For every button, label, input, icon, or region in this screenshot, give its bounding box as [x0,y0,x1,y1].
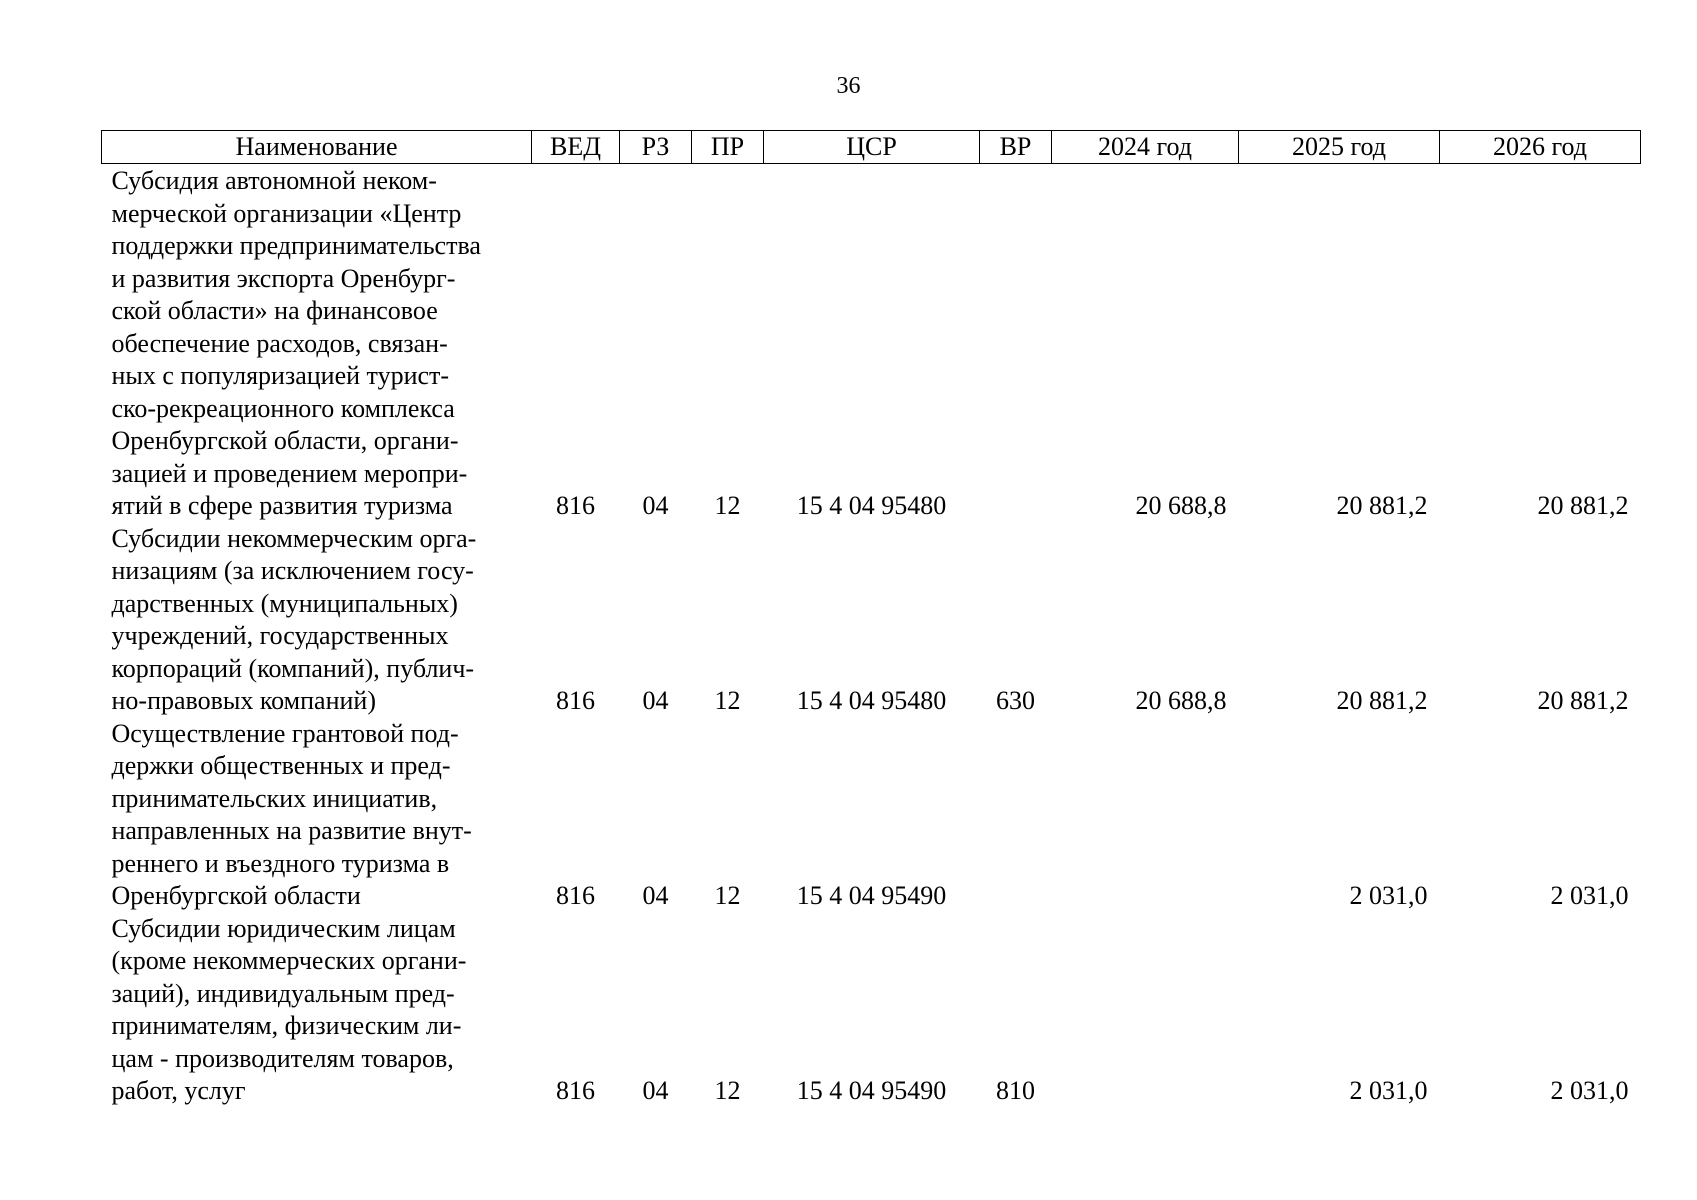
row-amount-2024 [1052,718,1239,913]
row-amount-2024 [1052,913,1239,1108]
header-name: Наименование [102,131,532,164]
row-amount-2025: 20 881,2 [1336,686,1428,715]
header-2024: 2024 год [1052,131,1239,164]
row-ved: 816 [556,491,595,520]
row-amount-2026: 2 031,0 [1550,881,1629,910]
table-header-row [102,131,1641,164]
row-rz: 04 [642,1076,669,1105]
row-amount-2026: 20 881,2 [1537,686,1629,715]
row-amount-2025: 2 031,0 [1349,1076,1428,1105]
row-name: Субсидии некоммерческим орга- низациям (за исключением госу- дарственных (муниципальных) учреждений, государственных корпораций (компаний), публич- но-правовых компаний) [111,523,477,715]
row-vr: 630 [996,686,1035,715]
row-amount-2026: 2 031,0 [1550,1076,1629,1105]
row-pr: 12 [714,881,741,910]
table-row [102,523,1641,718]
header-csr: ЦСР [764,131,980,164]
row-csr: 15 4 04 95480 [796,491,947,520]
row-csr: 15 4 04 95480 [796,686,947,715]
header-rz: РЗ [620,131,692,164]
page-number: 36 [836,73,861,99]
row-pr: 12 [714,491,741,520]
row-vr [980,718,1052,913]
row-name: Субсидии юридическим лицам (кроме некоммерческих органи- заций), индивидуальным пред- принимателям, физическим ли- цам - производителям товаров, работ, услуг [111,913,467,1105]
row-csr: 15 4 04 95490 [796,881,947,910]
row-ved: 816 [556,686,595,715]
row-csr: 15 4 04 95490 [796,1076,947,1105]
table-row [102,913,1641,1108]
row-rz: 04 [642,881,669,910]
row-vr [980,164,1052,523]
row-name: Осуществление грантовой под- держки общественных и пред- принимательских инициатив, направленных на развитие внут- реннего и въездного туризма в Оренбургской области [111,718,472,910]
header-2026: 2026 год [1440,131,1641,164]
table-row [102,164,1641,523]
header-2025: 2025 год [1239,131,1440,164]
row-rz: 04 [642,491,669,520]
header-pr: ПР [692,131,764,164]
row-rz: 04 [642,686,669,715]
row-amount-2026: 20 881,2 [1537,491,1629,520]
row-ved: 816 [556,1076,595,1105]
row-pr: 12 [714,686,741,715]
row-amount-2025: 2 031,0 [1349,881,1428,910]
row-name: Субсидия автономной неком- мерческой организации «Центр поддержки предпринимательства и развития экспорта Оренбург- ской области» на финансовое обеспечение расходов, связан- ных с популяризацией турист- ско-рекреационного комплекса Оренбургской области, органи- зацией и проведением меропри- ятий в сфере развития туризма [111,166,481,520]
row-pr: 12 [714,1076,741,1105]
header-vr: ВР [980,131,1052,164]
row-ved: 816 [556,881,595,910]
row-amount-2024: 20 688,8 [1135,686,1227,715]
row-vr: 810 [996,1076,1035,1105]
row-amount-2025: 20 881,2 [1336,491,1428,520]
table-row [102,718,1641,913]
header-ved: ВЕД [532,131,620,164]
budget-table [101,130,1641,1108]
row-amount-2024: 20 688,8 [1135,491,1227,520]
